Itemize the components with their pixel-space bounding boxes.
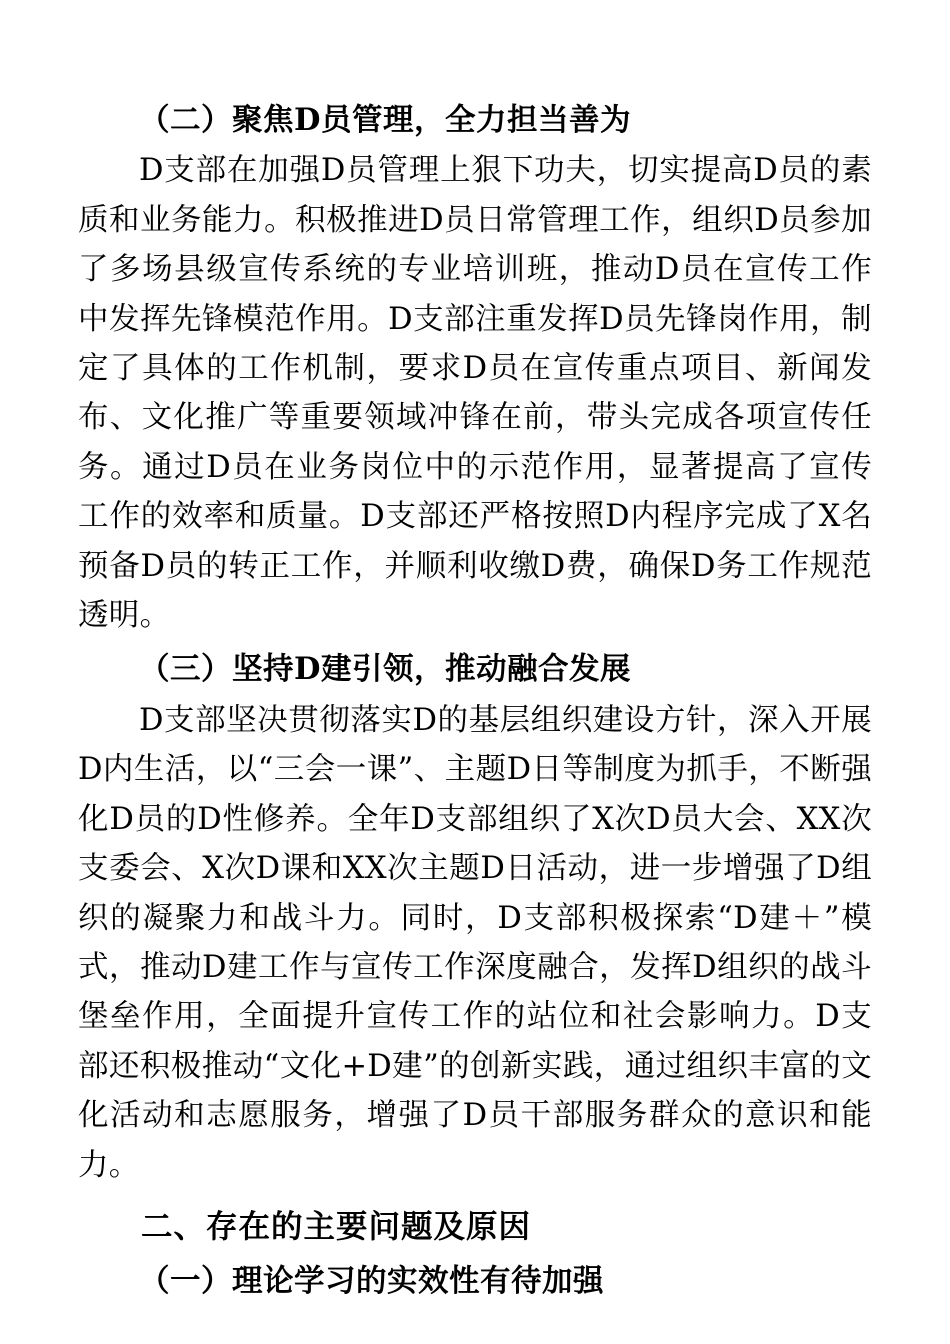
document-body: [78, 96, 872, 1306]
paragraph-party-member-management: D支部在加强D员管理上狠下功夫，切实提高D员的素质和业务能力。积极推进D员日常管理工作，组织D员参加了多场县级宣传系统的专业培训班，推动D员在宣传工作中发挥先锋模范作用。D支部注重发挥D员先锋岗作用，制定了具体的工作机制，要求D员在宣传重点项目、新闻发布、文化推广等重要领域冲锋在前，带头完成各项宣传任务。通过D员在业务岗位中的示范作用，显著提高了宣传工作的效率和质量。D支部还严格按照D内程序完成了X名预备D员的转正工作，并顺利收缴D费，确保D务工作规范透明。: [78, 153, 872, 634]
section-heading-two: （二）聚焦D员管理，全力担当善为: [139, 102, 631, 138]
main-heading-problems: 二、存在的主要问题及原因: [141, 1207, 532, 1245]
section-heading-one-problems: （一）理论学习的实效性有待加强: [139, 1262, 604, 1299]
section-heading-three: （三）坚持D建引领，推动融合发展: [139, 651, 631, 688]
paragraph-party-building-integration: D支部坚决贯彻落实D的基层组织建设方针，深入开展D内生活，以“三会一课”、主题D日等制度为抓手，不断强化D员的D性修养。全年D支部组织了X次D员大会、XX次支委会、X次D课和XX次主题D日活动，进一步增强了D组织的凝聚力和战斗力。同时，D支部积极探索“D建＋”模式，推动D建工作与宣传工作深度融合，发挥D组织的战斗堡垒作用，全面提升宣传工作的站位和社会影响力。D支部还积极推动“文化+D建”的创新实践，通过组织丰富的文化活动和志愿服务，增强了D员干部服务群众的意识和能力。: [78, 702, 872, 1183]
section-gap: [78, 1191, 872, 1201]
